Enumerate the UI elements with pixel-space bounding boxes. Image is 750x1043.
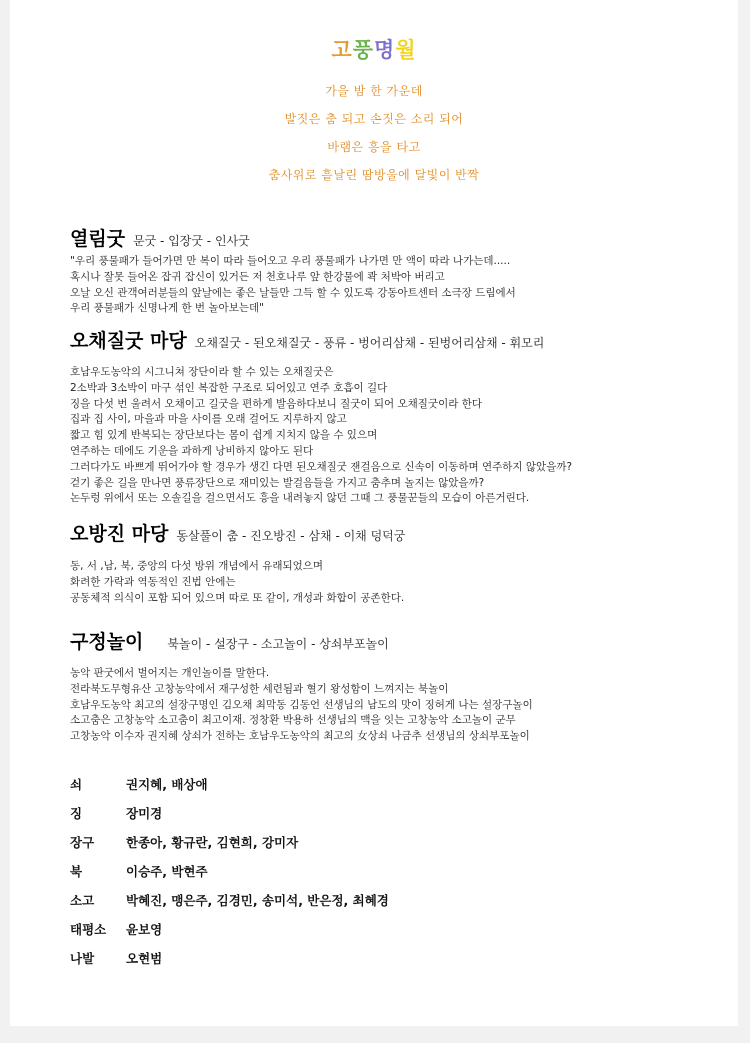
body-line: 징을 다섯 번 울려서 오채이고 길굿을 편하게 발음하다보니 질굿이 되어 오채질굿이라 한다 bbox=[70, 397, 483, 410]
section-heading bbox=[70, 224, 250, 251]
body-line: 2소박과 3소박이 마구 섞인 복잡한 구조로 되어있고 연주 호흡이 길다 bbox=[70, 381, 388, 394]
section-body bbox=[70, 666, 533, 745]
poem-line: 발짓은 춤 되고 손짓은 소리 되어 bbox=[284, 112, 464, 126]
body-line: 그러다가도 바쁘게 뛰어가야 할 경우가 생긴 다면 된오채질굿 잰걸음으로 신속이 이동하며 연주하지 않았을까? bbox=[70, 460, 573, 473]
member-names: 오현범 bbox=[126, 951, 163, 966]
member-names: 한종아, 황규란, 김현희, 강미자 bbox=[126, 835, 299, 850]
body-line: 오날 오신 관객여러분들의 앞날에는 좋은 날들만 그득 할 수 있도록 강동아트센터 소극장 드림에서 bbox=[70, 286, 516, 299]
section-title: 구정놀이 bbox=[70, 631, 144, 653]
member-names: 박혜진, 맹은주, 김경민, 송미석, 반은정, 최혜경 bbox=[126, 893, 389, 908]
member-role: 쇠 bbox=[70, 777, 83, 792]
section-subtitle: 문굿 - 입장굿 - 인사굿 bbox=[133, 234, 250, 248]
poem-line: 바램은 흥을 타고 bbox=[327, 140, 421, 154]
body-line: 농악 판굿에서 벌어지는 개인놀이를 말한다. bbox=[70, 667, 270, 679]
member-row bbox=[70, 915, 389, 944]
body-line: 짧고 힘 있게 반복되는 장단보다는 몸이 쉽게 지치지 않을 수 있으며 bbox=[70, 429, 378, 442]
body-line: 혹시나 잘못 들어온 잡귀 잡신이 있거든 저 천호나루 앞 한강물에 콱 처박아 버리고 bbox=[70, 270, 445, 283]
document-page bbox=[10, 0, 738, 1026]
body-line: 호남우도농악의 시그니쳐 장단이라 할 수 있는 오채질굿은 bbox=[70, 366, 334, 378]
member-row bbox=[70, 944, 389, 973]
section-body bbox=[70, 365, 572, 507]
body-line: 연주하는 데에도 기운을 과하게 낭비하지 않아도 된다 bbox=[70, 444, 314, 457]
section-body bbox=[70, 559, 404, 606]
body-line: 논두렁 위에서 또는 오솔길을 걸으면서도 흥을 내려놓지 않던 그때 그 풍물꾼들의 모습이 아른거린다. bbox=[70, 492, 530, 505]
section-title: 오방진 마당 bbox=[70, 523, 169, 545]
body-line: 소고춤은 고창농악 소고춤이 최고이재. 정창환 박용하 선생님의 맥을 잇는 고창농악 소고놀이 군무 bbox=[70, 714, 516, 727]
title-char: 고 bbox=[331, 38, 353, 62]
member-role: 소고 bbox=[70, 893, 95, 908]
member-names: 이승주, 박현주 bbox=[126, 864, 208, 879]
title-char: 월 bbox=[395, 38, 417, 62]
title-char: 명 bbox=[374, 38, 396, 62]
section-heading bbox=[70, 326, 544, 353]
member-role: 나발 bbox=[70, 951, 95, 966]
member-role: 징 bbox=[70, 806, 83, 821]
section-subtitle: 오채질굿 - 된오채질굿 - 풍류 - 벙어리삼채 - 된벙어리삼채 - 휘모리 bbox=[194, 336, 545, 350]
body-line: 공동체적 의식이 포함 되어 있으며 따로 또 같이, 개성과 화합이 공존한다. bbox=[70, 591, 405, 604]
body-line: 집과 집 사이, 마을과 마을 사이를 오래 걸어도 지루하지 않고 bbox=[70, 413, 347, 426]
member-role: 북 bbox=[70, 864, 83, 879]
section-title: 오채질굿 마당 bbox=[70, 330, 187, 352]
section-title: 열림굿 bbox=[70, 228, 126, 250]
member-role: 태평소 bbox=[70, 922, 107, 937]
section-heading bbox=[70, 627, 389, 654]
body-line: 고창농악 이수자 권지혜 상쇠가 전하는 호남우도농악의 최고의 女상쇠 나금추 선생님의 상쇠부포놀이 bbox=[70, 730, 530, 743]
member-names: 권지혜, 배상애 bbox=[126, 777, 208, 792]
body-line: 동, 서 ,남, 북, 중앙의 다섯 방위 개념에서 유래되었으며 bbox=[70, 560, 324, 572]
member-row bbox=[70, 770, 389, 799]
body-line: 전라북도무형유산 고창농악에서 재구성한 세련됨과 혈기 왕성함이 느껴지는 북놀이 bbox=[70, 682, 449, 695]
member-row bbox=[70, 857, 389, 886]
member-list bbox=[70, 770, 389, 973]
title-char: 풍 bbox=[352, 38, 374, 62]
poem-line: 춤사위로 흩날린 땀방울에 달빛이 반짝 bbox=[268, 168, 480, 182]
member-names: 윤보영 bbox=[126, 922, 163, 937]
body-line: 걷기 좋은 길을 만나면 풍류장단으로 재미있는 발걸음들을 가지고 춤추며 놀지는 않았을까? bbox=[70, 476, 485, 489]
section-subtitle: 동살풀이 춤 - 진오방진 - 삼채 - 이채 덩덕궁 bbox=[176, 529, 406, 543]
member-row bbox=[70, 799, 389, 828]
body-line: 호남우도농악 최고의 설장구명인 김오채 최막동 김동언 선생님의 남도의 맛이 징허게 나는 설장구놀이 bbox=[70, 698, 533, 711]
body-line: 화려한 가락과 역동적인 진법 안에는 bbox=[70, 575, 236, 588]
section-body bbox=[70, 254, 516, 317]
poem-line: 가을 밤 한 가운데 bbox=[325, 84, 423, 98]
body-line: 우리 풍물패가 신명나게 한 번 놀아보는데" bbox=[70, 302, 264, 315]
member-row bbox=[70, 886, 389, 915]
member-names: 장미경 bbox=[126, 806, 163, 821]
section-subtitle: 북놀이 - 설장구 - 소고놀이 - 상쇠부포놀이 bbox=[167, 637, 389, 651]
page-title bbox=[10, 34, 738, 64]
member-row bbox=[70, 828, 389, 857]
body-line: "우리 풍물패가 들어가면 만 복이 따라 들어오고 우리 풍물패가 나가면 만 액이 따라 나가는데..... bbox=[70, 255, 511, 267]
member-role: 장구 bbox=[70, 835, 95, 850]
section-heading bbox=[70, 519, 405, 546]
